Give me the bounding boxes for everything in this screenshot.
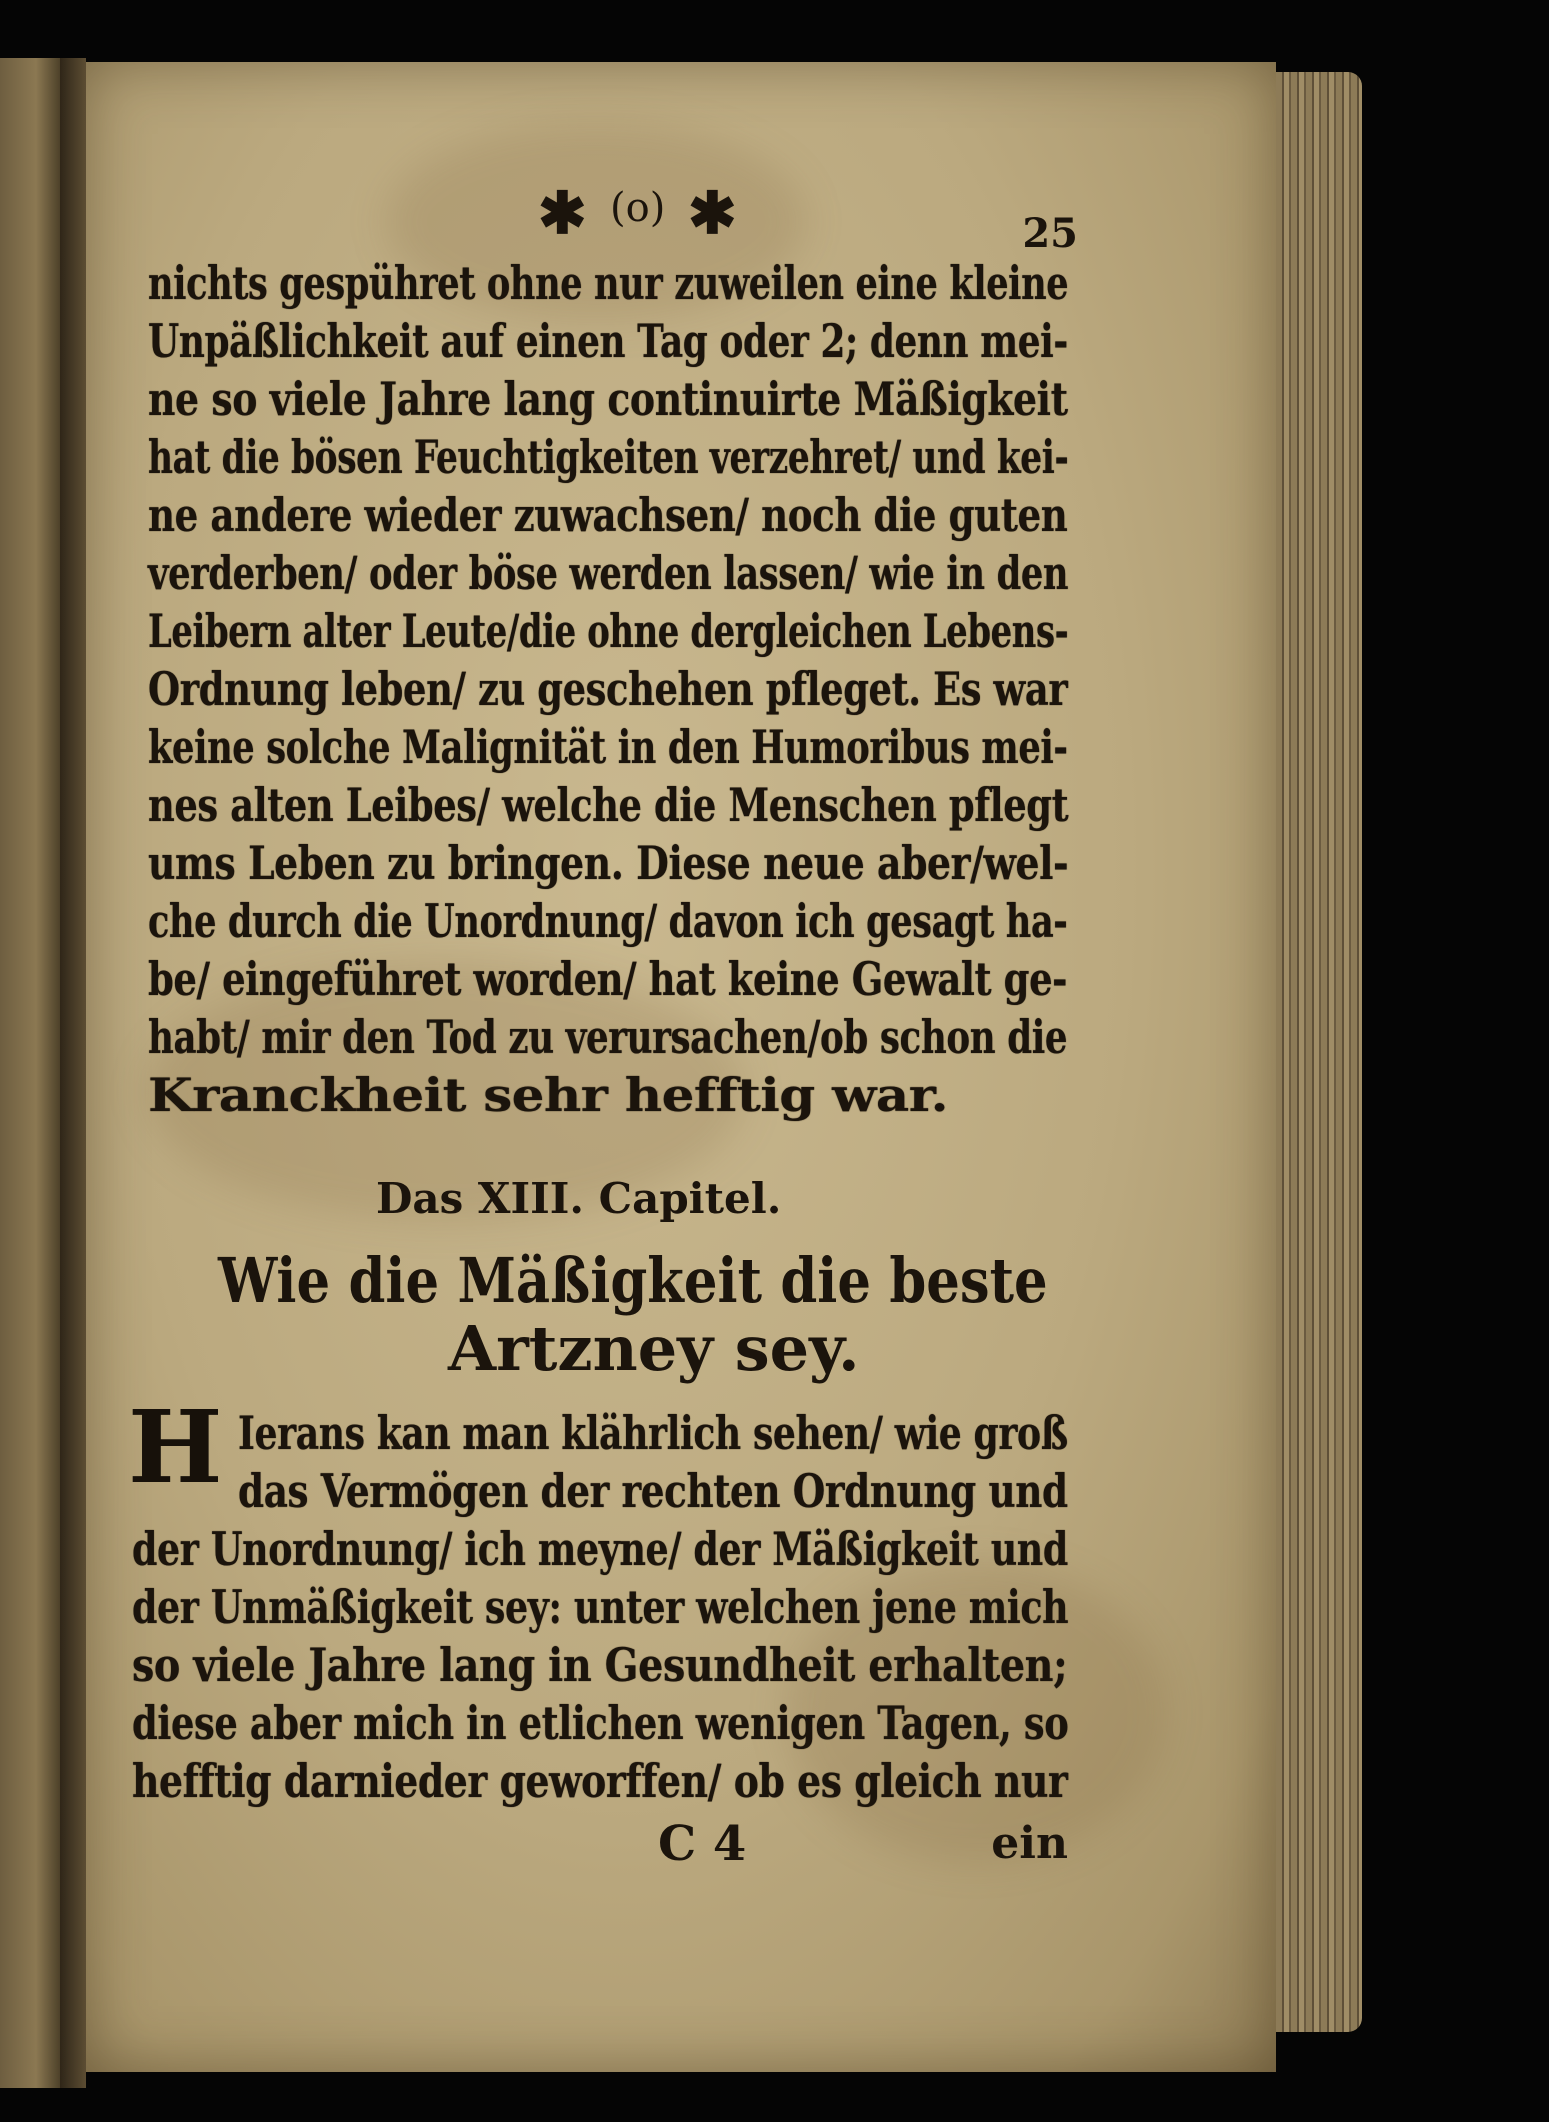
text-line: hefftig darnieder geworffen/ ob es gleich nur xyxy=(132,1754,1068,1808)
text-line: so viele Jahre lang in Gesundheit erhalten; xyxy=(132,1638,1068,1692)
text-line: habt/ mir den Tod zu verursachen/ob schon die xyxy=(148,1010,1068,1064)
text-line: keine solche Malignität in den Humoribus mei- xyxy=(148,720,1068,774)
text-line: das Vermögen der rechten Ordnung und xyxy=(238,1464,1068,1518)
drop-cap: H xyxy=(128,1388,223,1506)
page-edges xyxy=(1276,72,1362,2032)
text-line: be/ eingeführet worden/ hat keine Gewalt ge- xyxy=(148,952,1068,1006)
running-head xyxy=(148,178,1078,257)
text-line: nichts gespühret ohne nur zuweilen eine kleine xyxy=(148,256,1069,310)
folio-number: 25 xyxy=(1022,210,1078,257)
asterism-ornament-left: ✱ xyxy=(538,179,587,247)
page-marker: (o) xyxy=(610,185,666,231)
facing-page-edge xyxy=(0,58,60,2088)
text-line: der Unmäßigkeit sey: unter welchen jene mich xyxy=(132,1580,1069,1634)
text-line: Ordnung leben/ zu geschehen pfleget. Es war xyxy=(148,662,1068,716)
text-line: diese aber mich in etlichen wenigen Tagen, so xyxy=(132,1696,1069,1750)
book-gutter xyxy=(60,58,86,2088)
chapter-label: Das XIII. Capitel. xyxy=(376,1174,782,1223)
chapter-title-line-2: Artzney sey. xyxy=(448,1312,860,1385)
text-line: nes alten Leibes/ welche die Menschen pflegt xyxy=(148,778,1069,832)
asterism-ornament-right: ✱ xyxy=(688,179,737,247)
text-line: Leibern alter Leute/die ohne dergleichen Lebens- xyxy=(148,604,1069,658)
text-line: ne andere wieder zuwachsen/ noch die guten xyxy=(148,488,1068,542)
text-line: der Unordnung/ ich meyne/ der Mäßigkeit und xyxy=(132,1522,1068,1576)
text-line: Ierans kan man klährlich sehen/ wie groß xyxy=(238,1406,1068,1460)
chapter-title-line-1: Wie die Mäßigkeit die beste xyxy=(218,1244,1048,1317)
text-line: Kranckheit sehr hefftig war. xyxy=(148,1068,948,1122)
signature-mark: C 4 xyxy=(658,1816,747,1872)
text-line: verderben/ oder böse werden lassen/ wie in den xyxy=(148,546,1069,600)
text-line: ums Leben zu bringen. Diese neue aber/wel- xyxy=(148,836,1069,890)
text-line: che durch die Unordnung/ davon ich gesagt ha- xyxy=(148,894,1068,948)
text-line: Unpäßlichkeit auf einen Tag oder 2; denn mei- xyxy=(148,314,1068,368)
text-line: ne so viele Jahre lang continuirte Mäßigkeit xyxy=(148,372,1068,426)
catchword: ein xyxy=(991,1818,1068,1869)
text-line: hat die bösen Feuchtigkeiten verzehret/ und kei- xyxy=(148,430,1069,484)
